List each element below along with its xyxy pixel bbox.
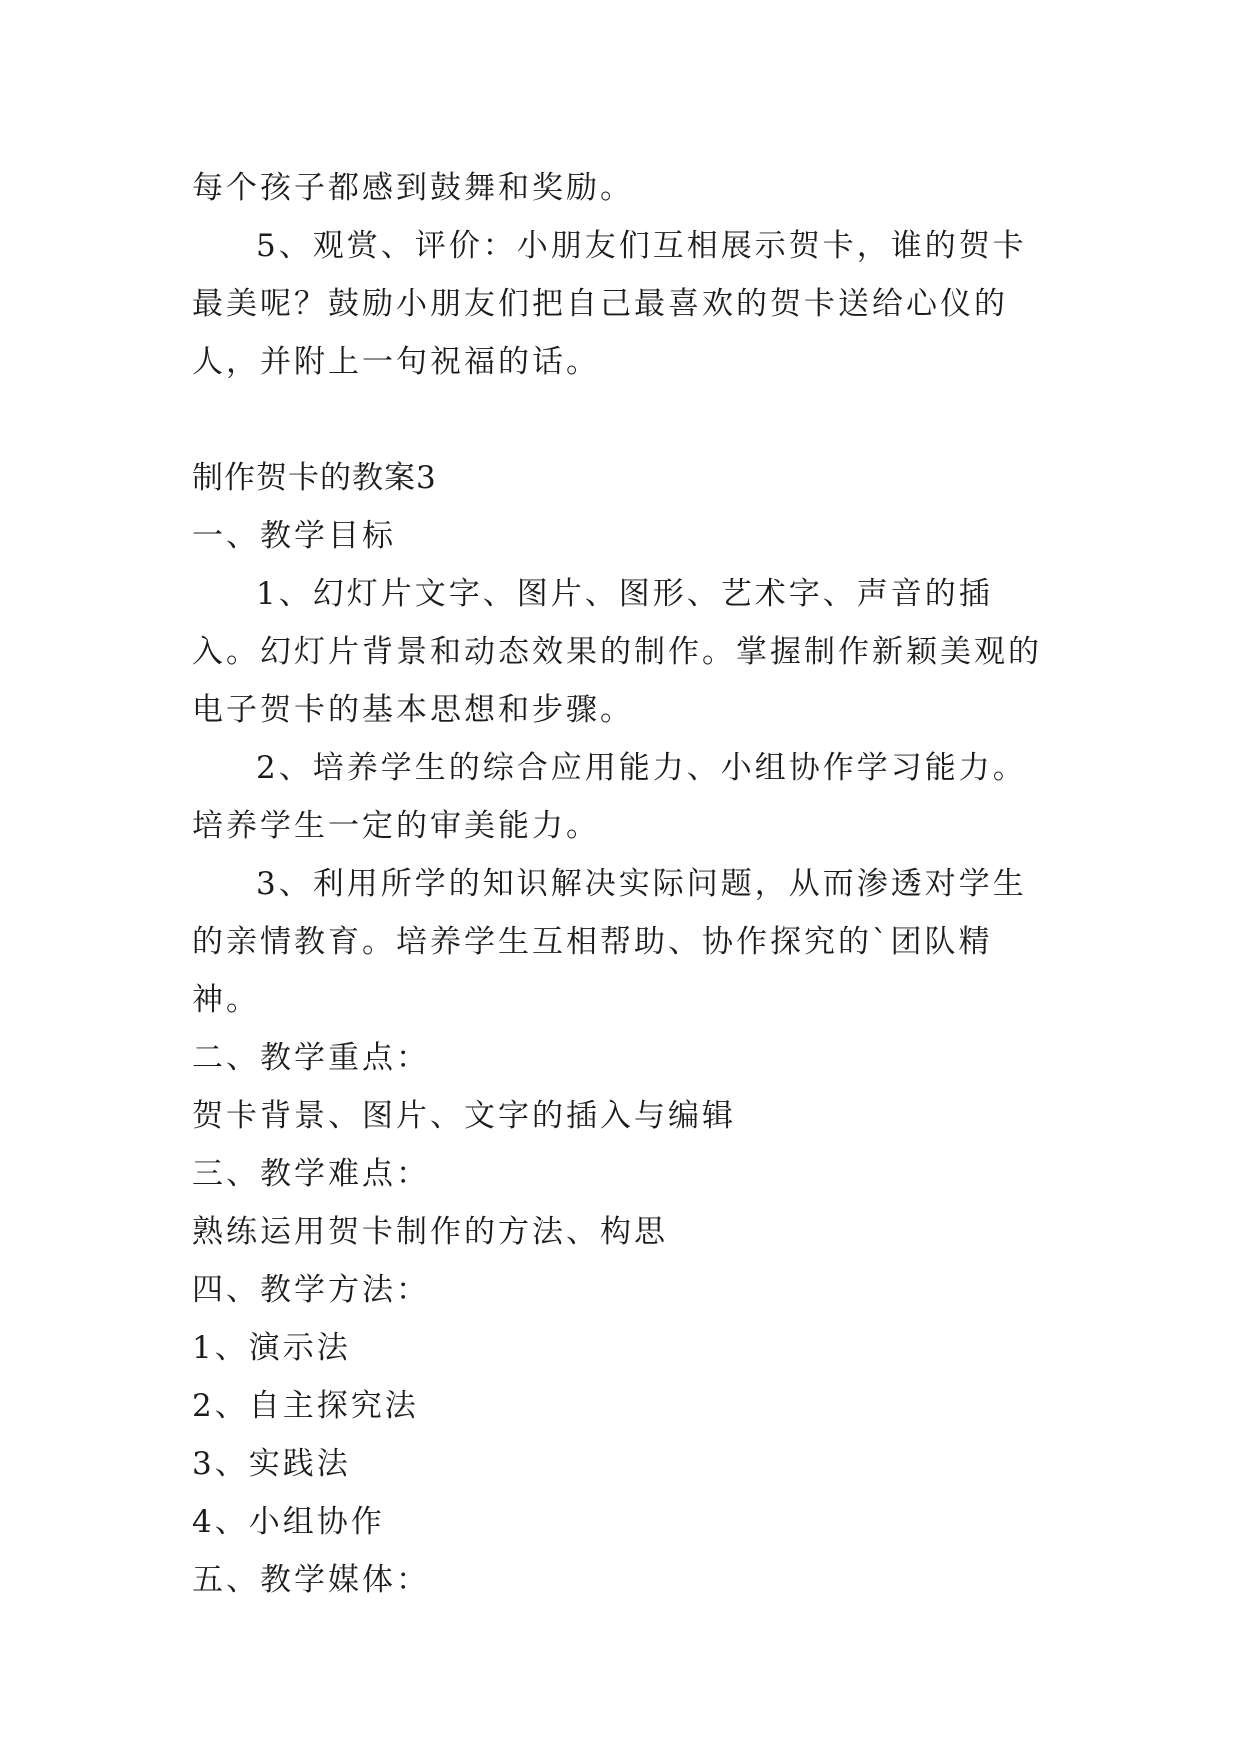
key-points-heading: 二、教学重点： [192, 1040, 430, 1076]
goals-heading: 一、教学目标 [192, 518, 396, 554]
key-points-text: 贺卡背景、图片、文字的插入与编辑 [192, 1098, 736, 1134]
goal-item-3: 3、利用所学的知识解决实际问题，从而渗透对学生的亲情教育。培养学生互相帮助、协作探究的`团队精神。 [192, 866, 1027, 1018]
method-item: 2、自主探究法 [192, 1388, 419, 1424]
difficulties-heading: 三、教学难点： [192, 1156, 430, 1192]
goal-item-1: 1、幻灯片文字、图片、图形、艺术字、声音的插入。幻灯片背景和动态效果的制作。掌握制作新颖美观的电子贺卡的基本思想和步骤。 [192, 576, 1042, 728]
method-item: 4、小组协作 [192, 1504, 385, 1540]
method-item: 3、实践法 [192, 1446, 351, 1482]
section-spacer [192, 391, 1050, 449]
paragraph-step-5: 5、观赏、评价：小朋友们互相展示贺卡，谁的贺卡最美呢？鼓励小朋友们把自己最喜欢的贺卡送给心仪的人，并附上一句祝福的话。 [192, 228, 1027, 380]
paragraph-continuation: 每个孩子都感到鼓舞和奖励。 [192, 170, 634, 206]
document-body [192, 159, 1050, 1609]
goal-item-2: 2、培养学生的综合应用能力、小组协作学习能力。培养学生一定的审美能力。 [192, 750, 1027, 844]
method-item: 1、演示法 [192, 1330, 351, 1366]
difficulties-text: 熟练运用贺卡制作的方法、构思 [192, 1214, 668, 1250]
media-heading: 五、教学媒体： [192, 1562, 430, 1598]
methods-heading: 四、教学方法： [192, 1272, 430, 1308]
section-title: 制作贺卡的教案3 [192, 460, 437, 496]
